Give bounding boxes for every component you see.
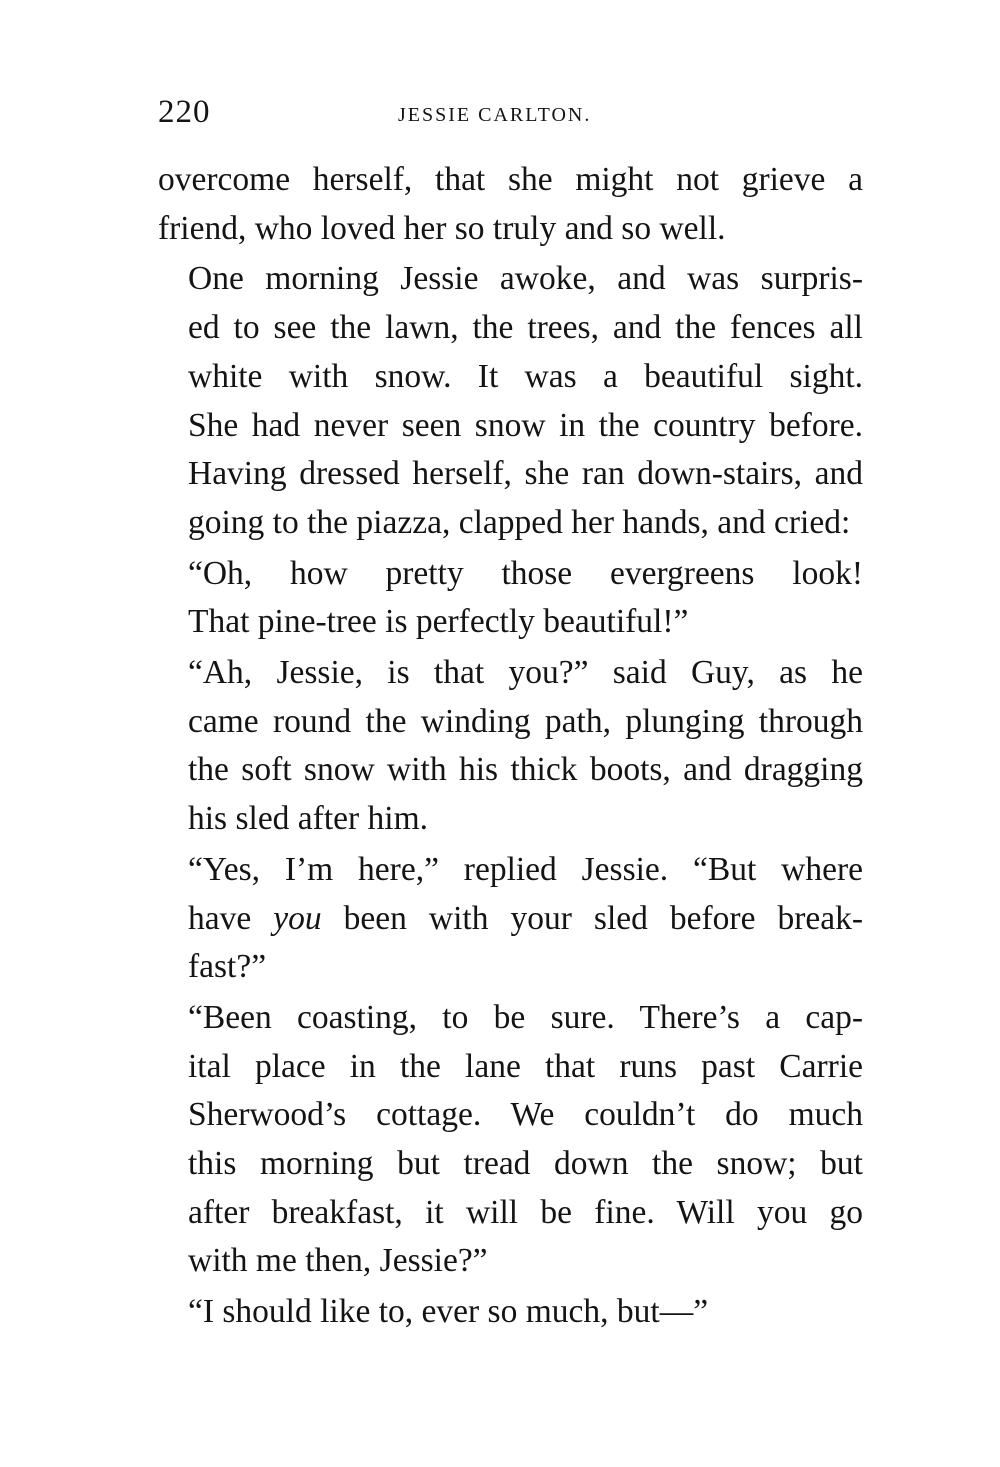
page-number: 220 xyxy=(158,94,211,130)
text-line: One morning Jessie awoke, and was surpris- xyxy=(188,260,863,298)
text-line: “I should like to, ever so much, but—” xyxy=(188,1293,709,1331)
text-line: She had never seen snow in the country before. xyxy=(188,406,863,444)
paragraph xyxy=(158,255,863,547)
text-line: going to the piazza, clapped her hands, and cried: xyxy=(188,503,851,541)
text-line: with me then, Jessie?” xyxy=(188,1242,488,1280)
text-line: fast?” xyxy=(188,948,267,986)
text-line: Sherwood’s cottage. We couldn’t do much xyxy=(188,1096,863,1134)
text-line: after breakfast, it will be fine. Will you go xyxy=(188,1193,863,1231)
italic-word: you xyxy=(273,899,322,937)
text-run: have xyxy=(188,899,274,937)
body-text xyxy=(158,156,863,1337)
text-line: ed to see the lawn, the trees, and the fences all xyxy=(188,309,863,347)
text-line: “Ah, Jessie, is that you?” said Guy, as he xyxy=(188,654,863,692)
page-header xyxy=(158,94,863,142)
text-line: this morning but tread down the snow; but xyxy=(188,1145,863,1183)
paragraph xyxy=(158,550,863,647)
text-line: Having dressed herself, she ran down-stairs, and xyxy=(188,455,863,493)
text-line: “Yes, I’m here,” replied Jessie. “But where xyxy=(188,850,863,888)
book-page xyxy=(158,94,863,1339)
text-line: white with snow. It was a beautiful sight. xyxy=(188,357,863,395)
text-line: friend, who loved her so truly and so well. xyxy=(158,209,726,247)
paragraph xyxy=(158,846,863,992)
text-line: “Oh, how pretty those evergreens look! xyxy=(188,554,863,592)
running-head: JESSIE CARLTON. xyxy=(398,104,592,126)
paragraph xyxy=(158,1288,863,1337)
text-line: the soft snow with his thick boots, and dragging xyxy=(188,751,863,789)
text-run: been with your sled before break- xyxy=(321,899,863,937)
text-line: “Been coasting, to be sure. There’s a cap- xyxy=(188,998,863,1036)
text-line: ital place in the lane that runs past Carrie xyxy=(188,1047,863,1085)
text-line: That pine-tree is perfectly beautiful!” xyxy=(188,603,689,641)
paragraph xyxy=(158,156,863,253)
text-line: overcome herself, that she might not grieve a xyxy=(158,161,863,198)
text-line xyxy=(158,895,863,944)
paragraph xyxy=(158,649,863,844)
paragraph xyxy=(158,994,863,1286)
text-line: came round the winding path, plunging through xyxy=(188,702,863,740)
text-line: his sled after him. xyxy=(188,800,429,838)
